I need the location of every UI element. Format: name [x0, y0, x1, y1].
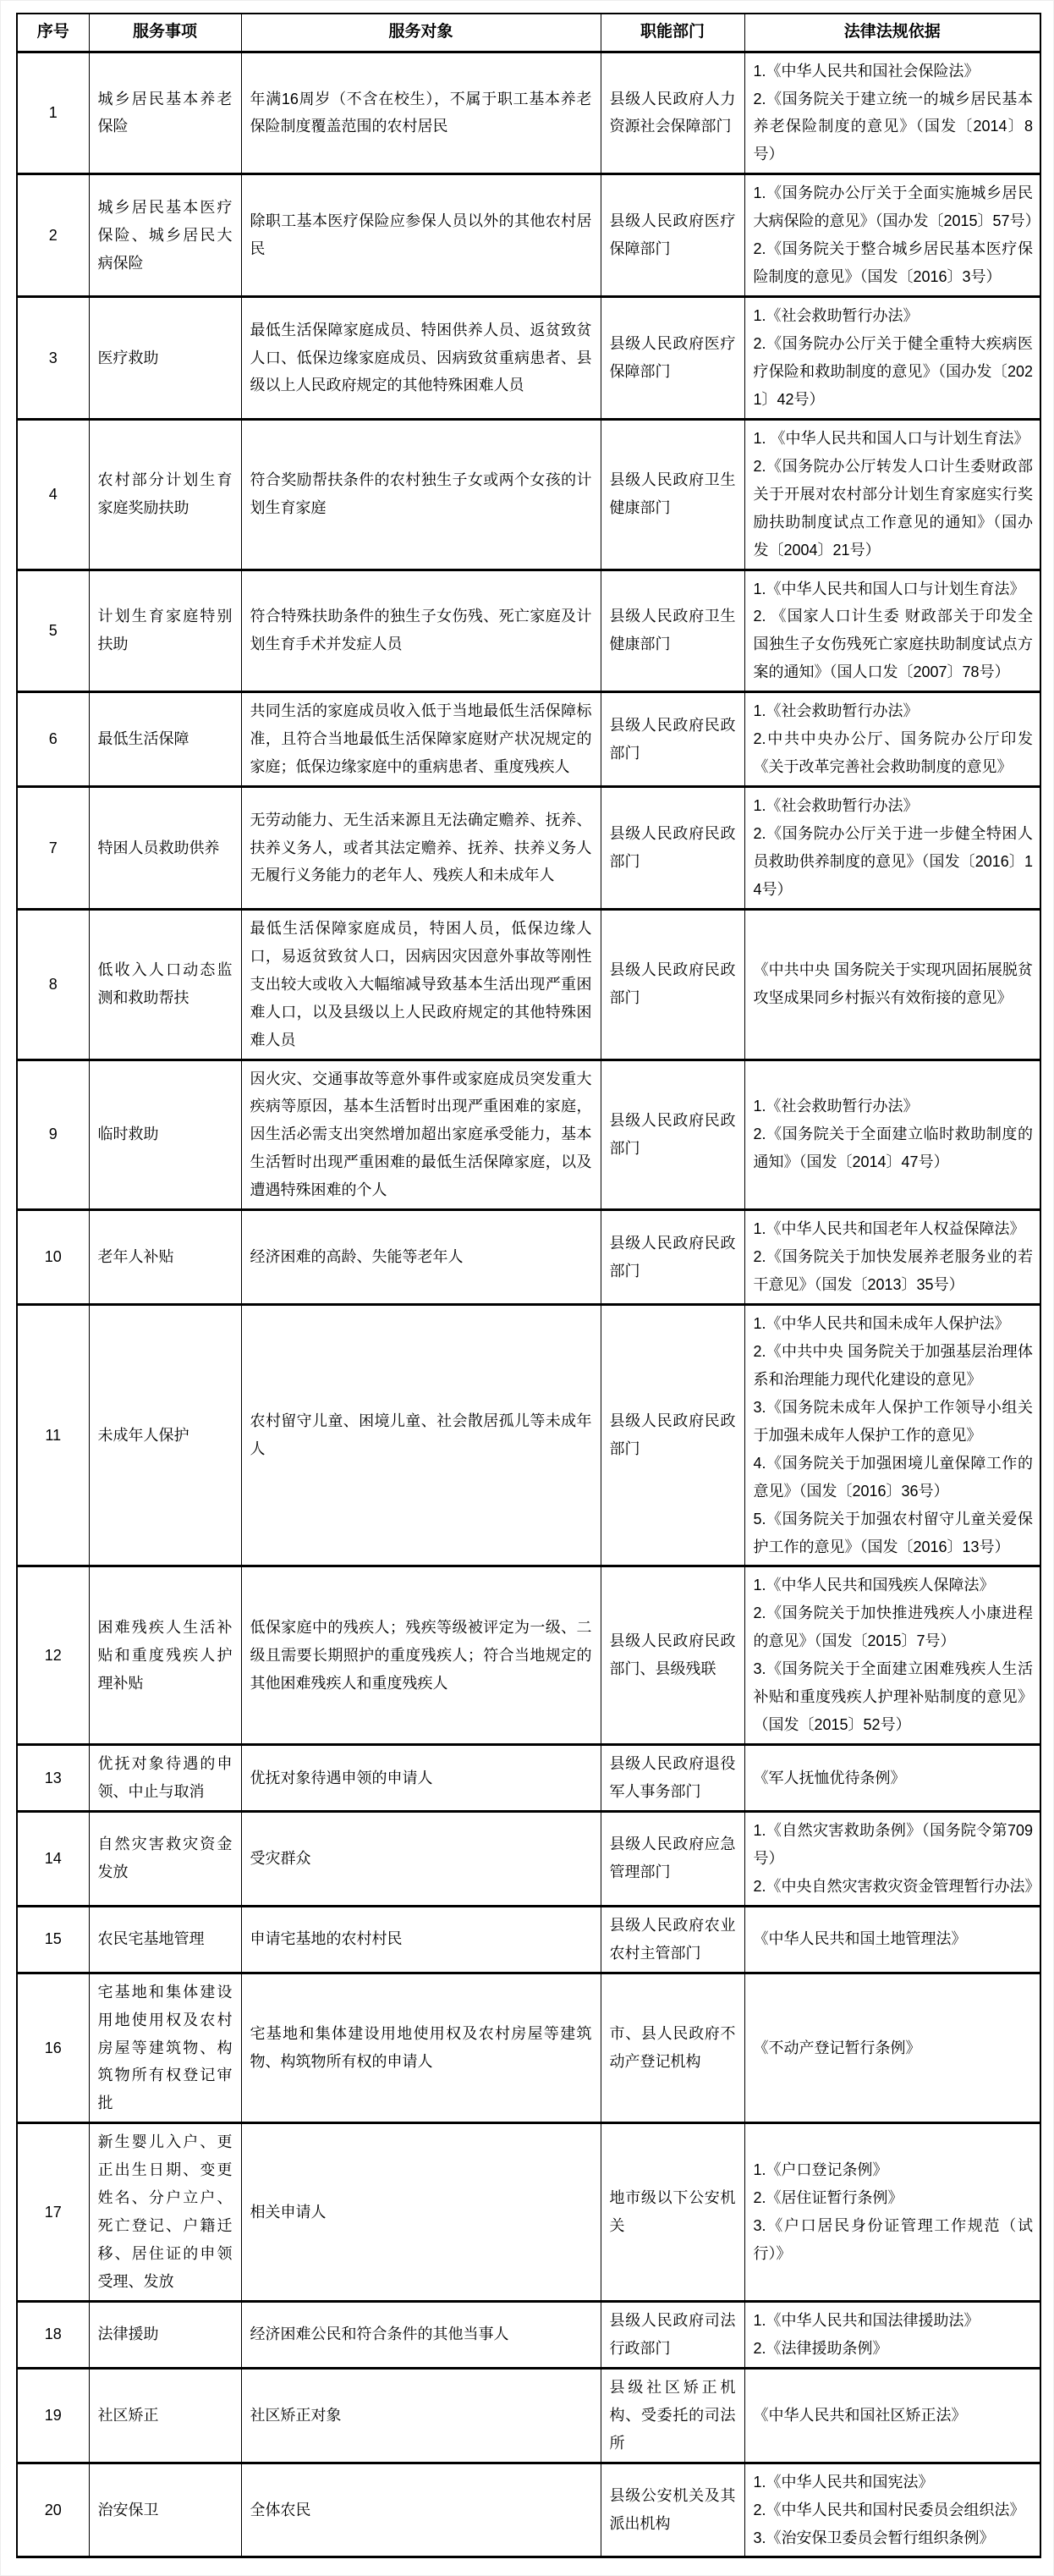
- cell-service-target: 最低生活保障家庭成员、特困供养人员、返贫致贫人口、低保边缘家庭成员、因病致贫重病患者、县级以上人民政府规定的其他特殊困难人员: [241, 297, 601, 420]
- cell-serial-number: 4: [17, 419, 89, 570]
- cell-service-target: 最低生活保障家庭成员，特困人员，低保边缘人口，易返贫致贫人口，因病因灾因意外事故等刚性支出较大或收入大幅缩减导致基本生活出现严重困难人口，以及县级以上人民政府规定的其他特殊困难人员: [241, 909, 601, 1060]
- cell-legal-basis: [744, 1210, 1040, 1305]
- cell-service-item: 自然灾害救灾资金发放: [89, 1811, 241, 1906]
- table-row: [17, 1305, 1040, 1566]
- services-table: [16, 13, 1041, 2558]
- cell-serial-number: 16: [17, 1973, 89, 2123]
- legal-item: 2.中共中央办公厅、国务院办公厅印发《关于改革完善社会救助制度的意见》: [753, 730, 1033, 776]
- cell-legal-basis: [744, 1973, 1040, 2123]
- cell-department: 县级人民政府民政部门: [601, 1060, 744, 1210]
- legal-item: 1.《户口登记条例》: [753, 2161, 888, 2179]
- cell-department: 县级人民政府医疗保障部门: [601, 297, 744, 420]
- legal-item: 1.《自然灾害救助条例》（国务院令第709号）: [753, 1821, 1033, 1867]
- cell-legal-basis: [744, 1566, 1040, 1745]
- legal-item: 3.《国务院未成年人保护工作领导小组关于加强未成年人保护工作的意见》: [753, 1398, 1033, 1444]
- cell-department: 县级人民政府人力资源社会保障部门: [601, 52, 744, 174]
- cell-service-item: 最低生活保障: [89, 692, 241, 787]
- cell-service-target: 受灾群众: [241, 1811, 601, 1906]
- cell-serial-number: 13: [17, 1745, 89, 1812]
- cell-department: 市、县人民政府不动产登记机构: [601, 1973, 744, 2123]
- table-row: [17, 692, 1040, 787]
- cell-service-item: 农民宅基地管理: [89, 1906, 241, 1973]
- legal-item: 1.《中华人民共和国人口与计划生育法》: [753, 580, 1025, 597]
- cell-service-target: 相关申请人: [241, 2123, 601, 2302]
- cell-service-item: 特困人员救助供养: [89, 787, 241, 910]
- cell-service-item: 老年人补贴: [89, 1210, 241, 1305]
- legal-item: 1.《社会救助暂行办法》: [753, 307, 919, 325]
- cell-service-item: 城乡居民基本养老保险: [89, 52, 241, 174]
- cell-department: 县级人民政府农业农村主管部门: [601, 1906, 744, 1973]
- cell-department: 地市级以下公安机关: [601, 2123, 744, 2302]
- cell-legal-basis: [744, 1060, 1040, 1210]
- cell-department: 县级人民政府民政部门: [601, 692, 744, 787]
- cell-service-target: 社区矫正对象: [241, 2368, 601, 2463]
- legal-item: 2.《国务院关于加快推进残疾人小康进程的意见》（国发〔2015〕7号）: [753, 1604, 1033, 1650]
- table-row: [17, 2301, 1040, 2368]
- table-row: [17, 174, 1040, 297]
- cell-service-item: 计划生育家庭特别扶助: [89, 570, 241, 692]
- cell-legal-basis: [744, 909, 1040, 1060]
- table-row: [17, 52, 1040, 174]
- legal-item: 2.《法律援助条例》: [753, 2339, 888, 2357]
- cell-service-target: 因火灾、交通事故等意外事件或家庭成员突发重大疾病等原因，基本生活暂时出现严重困难的家庭，因生活必需支出突然增加超出家庭承受能力，基本生活暂时出现严重困难的最低生活保障家庭，以及遭遇特殊困难的个人: [241, 1060, 601, 1210]
- cell-service-target: 符合奖励帮扶条件的农村独生子女或两个女孩的计划生育家庭: [241, 419, 601, 570]
- table-row: [17, 1060, 1040, 1210]
- table-row: [17, 1210, 1040, 1305]
- cell-legal-basis: [744, 52, 1040, 174]
- cell-service-item: 未成年人保护: [89, 1305, 241, 1566]
- cell-department: 县级社区矫正机构、受委托的司法所: [601, 2368, 744, 2463]
- table-row: [17, 1566, 1040, 1745]
- column-header-legal: 法律法规依据: [744, 14, 1040, 52]
- cell-service-item: 农村部分计划生育家庭奖励扶助: [89, 419, 241, 570]
- cell-department: 县级人民政府应急管理部门: [601, 1811, 744, 1906]
- table-row: [17, 2123, 1040, 2302]
- cell-service-item: 临时救助: [89, 1060, 241, 1210]
- cell-service-item: 城乡居民基本医疗保险、城乡居民大病保险: [89, 174, 241, 297]
- legal-item: 2.《国务院办公厅转发人口计生委财政部关于开展对农村部分计划生育家庭实行奖励扶助制度试点工作意见的通知》（国办发〔2004〕21号）: [753, 457, 1033, 559]
- cell-legal-basis: [744, 1906, 1040, 1973]
- cell-service-target: 无劳动能力、无生活来源且无法确定赡养、抚养、扶养义务人，或者其法定赡养、抚养、扶养义务人无履行义务能力的老年人、残疾人和未成年人: [241, 787, 601, 910]
- legal-item: 2.《国务院关于整合城乡居民基本医疗保险制度的意见》（国发〔2016〕3号）: [753, 240, 1033, 286]
- table-header: [17, 14, 1040, 52]
- legal-item: 2.《国务院办公厅关于健全重特大疾病医疗保险和救助制度的意见》（国办发〔2021〕42号）: [753, 335, 1033, 408]
- legal-item: 1. 《中华人民共和国人口与计划生育法》: [753, 429, 1029, 447]
- legal-item: 2. 《国家人口计生委 财政部关于印发全国独生子女伤残死亡家庭扶助制度试点方案的通知》（国人口发〔2007〕78号）: [753, 608, 1033, 681]
- cell-service-item: 困难残疾人生活补贴和重度残疾人护理补贴: [89, 1566, 241, 1745]
- cell-department: 县级人民政府卫生健康部门: [601, 570, 744, 692]
- column-header-serial: 序号: [17, 14, 89, 52]
- table-row: [17, 1811, 1040, 1906]
- cell-legal-basis: [744, 419, 1040, 570]
- legal-item: 3.《治安保卫委员会暂行组织条例》: [753, 2529, 995, 2546]
- cell-service-target: 年满16周岁（不含在校生），不属于职工基本养老保险制度覆盖范围的农村居民: [241, 52, 601, 174]
- cell-department: 县级人民政府民政部门: [601, 787, 744, 910]
- cell-department: 县级人民政府民政部门: [601, 1210, 744, 1305]
- table-body: [17, 52, 1040, 2557]
- cell-serial-number: 2: [17, 174, 89, 297]
- cell-service-item: 医疗救助: [89, 297, 241, 420]
- legal-item: 《中华人民共和国社区矫正法》: [753, 2406, 967, 2424]
- cell-legal-basis: [744, 2368, 1040, 2463]
- cell-serial-number: 14: [17, 1811, 89, 1906]
- cell-service-item: 法律援助: [89, 2301, 241, 2368]
- cell-serial-number: 15: [17, 1906, 89, 1973]
- cell-department: 县级人民政府退役军人事务部门: [601, 1745, 744, 1812]
- cell-service-target: 低保家庭中的残疾人；残疾等级被评定为一级、二级且需要长期照护的重度残疾人；符合当地规定的其他困难残疾人和重度残疾人: [241, 1566, 601, 1745]
- cell-service-target: 全体农民: [241, 2463, 601, 2557]
- column-header-target: 服务对象: [241, 14, 601, 52]
- cell-serial-number: 8: [17, 909, 89, 1060]
- cell-legal-basis: [744, 1745, 1040, 1812]
- cell-serial-number: 20: [17, 2463, 89, 2557]
- cell-service-item: 社区矫正: [89, 2368, 241, 2463]
- legal-item: 1.《中华人民共和国宪法》: [753, 2473, 934, 2491]
- cell-service-target: 共同生活的家庭成员收入低于当地最低生活保障标准，且符合当地最低生活保障家庭财产状况规定的家庭；低保边缘家庭中的重病患者、重度残疾人: [241, 692, 601, 787]
- legal-item: 5.《国务院关于加强农村留守儿童关爱保护工作的意见》（国发〔2016〕13号）: [753, 1510, 1033, 1555]
- table-row: [17, 2368, 1040, 2463]
- table-row: [17, 1973, 1040, 2123]
- legal-item: 1.《社会救助暂行办法》: [753, 702, 919, 720]
- cell-service-item: 宅基地和集体建设用地使用权及农村房屋等建筑物、构筑物所有权登记审批: [89, 1973, 241, 2123]
- table-row: [17, 419, 1040, 570]
- legal-item: 2.《中共中央 国务院关于加强基层治理体系和治理能力现代化建设的意见》: [753, 1342, 1033, 1388]
- cell-service-target: 优抚对象待遇申领的申请人: [241, 1745, 601, 1812]
- cell-legal-basis: [744, 570, 1040, 692]
- cell-department: 县级人民政府卫生健康部门: [601, 419, 744, 570]
- legal-item: 《中华人民共和国土地管理法》: [753, 1930, 967, 1948]
- legal-item: 《军人抚恤优待条例》: [753, 1769, 906, 1786]
- cell-serial-number: 11: [17, 1305, 89, 1566]
- cell-department: 县级公安机关及其派出机构: [601, 2463, 744, 2557]
- cell-legal-basis: [744, 692, 1040, 787]
- legal-item: 4.《国务院关于加强困境儿童保障工作的意见》（国发〔2016〕36号）: [753, 1454, 1033, 1500]
- cell-serial-number: 1: [17, 52, 89, 174]
- cell-service-target: 农村留守儿童、困境儿童、社会散居孤儿等未成年人: [241, 1305, 601, 1566]
- cell-department: 县级人民政府民政部门: [601, 909, 744, 1060]
- cell-service-item: 新生婴儿入户、更正出生日期、变更姓名、分户立户、死亡登记、户籍迁移、居住证的申领受理、发放: [89, 2123, 241, 2302]
- cell-legal-basis: [744, 1811, 1040, 1906]
- column-header-department: 职能部门: [601, 14, 744, 52]
- legal-item: 2.《国务院办公厅关于进一步健全特困人员救助供养制度的意见》（国发〔2016〕14号）: [753, 825, 1033, 898]
- cell-legal-basis: [744, 787, 1040, 910]
- cell-department: 县级人民政府司法行政部门: [601, 2301, 744, 2368]
- cell-legal-basis: [744, 1305, 1040, 1566]
- table-row: [17, 1745, 1040, 1812]
- legal-item: 1.《社会救助暂行办法》: [753, 797, 919, 815]
- cell-department: 县级人民政府医疗保障部门: [601, 174, 744, 297]
- legal-item: 2.《中央自然灾害救灾资金管理暂行办法》: [753, 1877, 1040, 1895]
- legal-item: 1.《中华人民共和国老年人权益保障法》: [753, 1220, 1025, 1238]
- cell-legal-basis: [744, 297, 1040, 420]
- legal-item: 1.《中华人民共和国残疾人保障法》: [753, 1577, 995, 1594]
- cell-service-item: 低收入人口动态监测和救助帮扶: [89, 909, 241, 1060]
- cell-service-target: 经济困难公民和符合条件的其他当事人: [241, 2301, 601, 2368]
- table-row: [17, 2463, 1040, 2557]
- legal-item: 《中共中央 国务院关于实现巩固拓展脱贫攻坚成果同乡村振兴有效衔接的意见》: [753, 961, 1033, 1007]
- legal-item: 《不动产登记暂行条例》: [753, 2039, 921, 2056]
- legal-item: 2.《国务院关于全面建立临时救助制度的通知》（国发〔2014〕47号）: [753, 1126, 1033, 1171]
- cell-service-item: 治安保卫: [89, 2463, 241, 2557]
- legal-item: 2.《居住证暂行条例》: [753, 2189, 903, 2207]
- column-header-item: 服务事项: [89, 14, 241, 52]
- cell-serial-number: 5: [17, 570, 89, 692]
- cell-department: 县级人民政府民政部门、县级残联: [601, 1566, 744, 1745]
- legal-item: 1.《社会救助暂行办法》: [753, 1098, 919, 1115]
- cell-legal-basis: [744, 2463, 1040, 2557]
- header-row: [17, 14, 1040, 52]
- cell-serial-number: 19: [17, 2368, 89, 2463]
- cell-service-target: 申请宅基地的农村村民: [241, 1906, 601, 1973]
- cell-service-item: 优抚对象待遇的申领、中止与取消: [89, 1745, 241, 1812]
- table-row: [17, 297, 1040, 420]
- cell-legal-basis: [744, 174, 1040, 297]
- cell-legal-basis: [744, 2301, 1040, 2368]
- cell-legal-basis: [744, 2123, 1040, 2302]
- cell-serial-number: 3: [17, 297, 89, 420]
- cell-serial-number: 6: [17, 692, 89, 787]
- legal-item: 2.《国务院关于加快发展养老服务业的若干意见》（国发〔2013〕35号）: [753, 1248, 1033, 1294]
- cell-department: 县级人民政府民政部门: [601, 1305, 744, 1566]
- legal-item: 2.《国务院关于建立统一的城乡居民基本养老保险制度的意见》（国发〔2014〕8号）: [753, 90, 1033, 163]
- cell-service-target: 符合特殊扶助条件的独生子女伤残、死亡家庭及计划生育手术并发症人员: [241, 570, 601, 692]
- table-row: [17, 1906, 1040, 1973]
- cell-serial-number: 9: [17, 1060, 89, 1210]
- legal-item: 1.《中华人民共和国社会保险法》: [753, 62, 980, 80]
- cell-service-target: 除职工基本医疗保险应参保人员以外的其他农村居民: [241, 174, 601, 297]
- table-row: [17, 570, 1040, 692]
- legal-item: 1.《中华人民共和国未成年人保护法》: [753, 1315, 1010, 1333]
- legal-item: 3.《户口居民身份证管理工作规范（试行）》: [753, 2217, 1033, 2263]
- legal-item: 1.《国务院办公厅关于全面实施城乡居民大病保险的意见》（国办发〔2015〕57号）: [753, 184, 1040, 230]
- cell-serial-number: 7: [17, 787, 89, 910]
- table-row: [17, 909, 1040, 1060]
- cell-service-target: 宅基地和集体建设用地使用权及农村房屋等建筑物、构筑物所有权的申请人: [241, 1973, 601, 2123]
- legal-item: 3.《国务院关于全面建立困难残疾人生活补贴和重度残疾人护理补贴制度的意见》（国发〔2015〕52号）: [753, 1660, 1033, 1734]
- cell-serial-number: 12: [17, 1566, 89, 1745]
- cell-serial-number: 18: [17, 2301, 89, 2368]
- cell-serial-number: 17: [17, 2123, 89, 2302]
- cell-service-target: 经济困难的高龄、失能等老年人: [241, 1210, 601, 1305]
- cell-serial-number: 10: [17, 1210, 89, 1305]
- legal-item: 2.《中华人民共和国村民委员会组织法》: [753, 2501, 1025, 2518]
- table-row: [17, 787, 1040, 910]
- legal-item: 1.《中华人民共和国法律援助法》: [753, 2311, 980, 2329]
